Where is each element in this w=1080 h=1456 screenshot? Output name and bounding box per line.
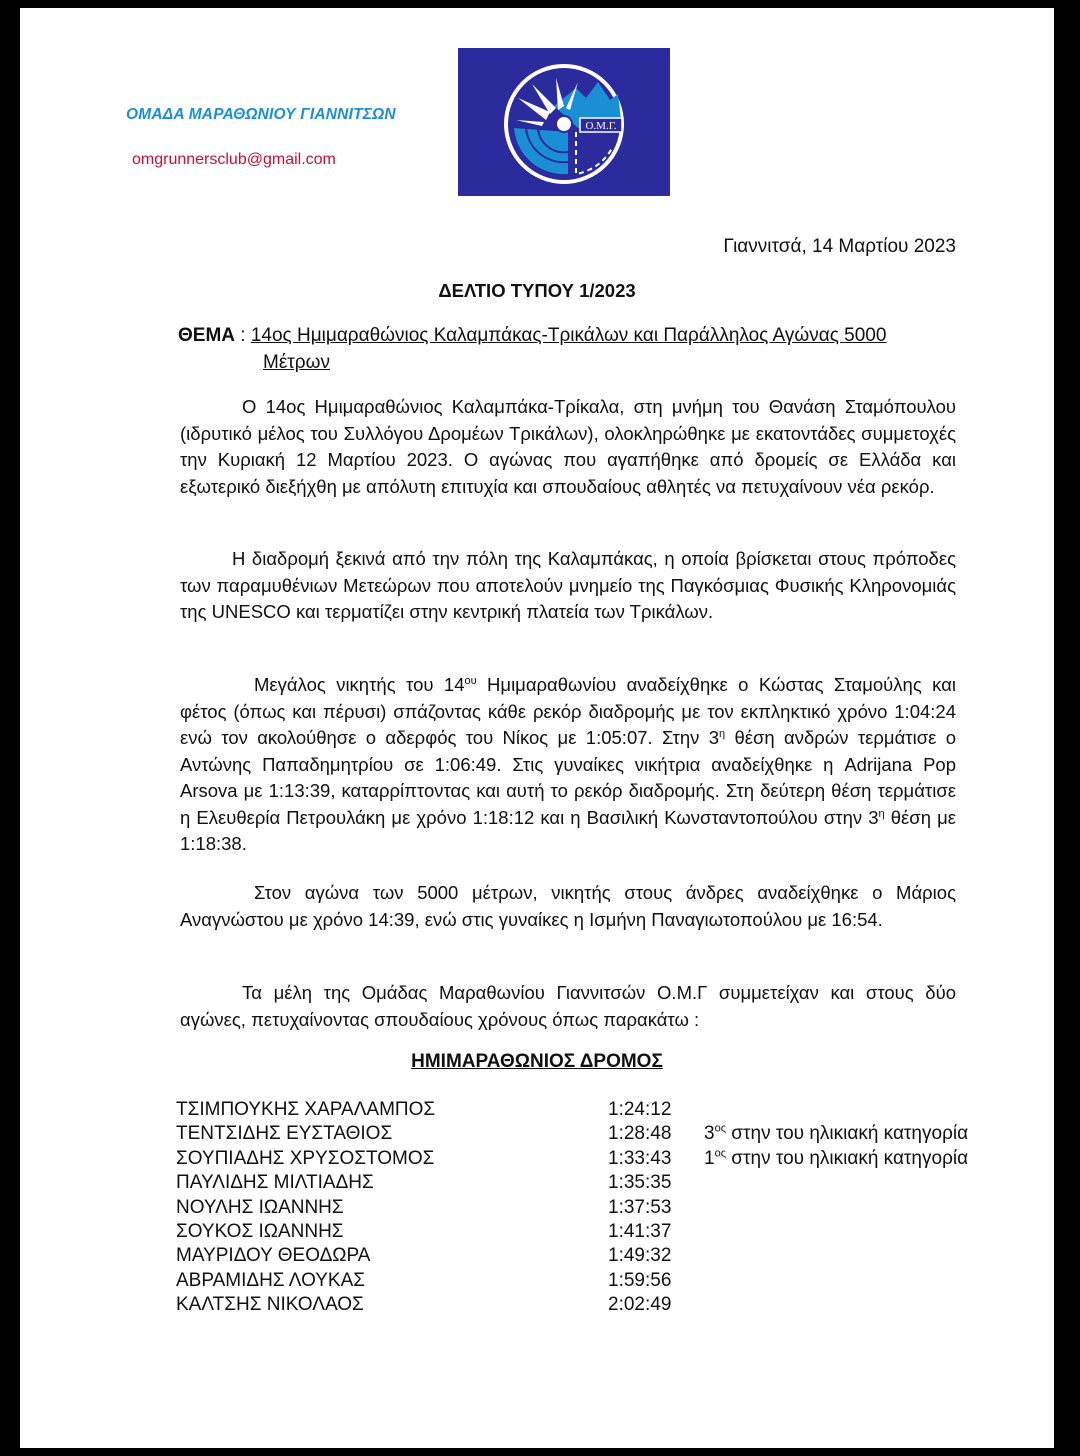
result-row [176,1122,1036,1146]
press-release-title: ΔΕΛΤΙΟ ΤΥΠΟΥ 1/2023 [438,280,636,301]
result-row [176,1293,1036,1317]
paragraph-intro: Ο 14ος Ημιμαραθώνιος Καλαμπάκα-Τρίκαλα, στη μνήμη του Θανάση Σταμόπουλου (ιδρυτικό μέλος του Συλλόγου Δρομέων Τρικάλων), ολοκληρώθηκε με εκατοντάδες συμμετοχές την Κυριακή 12 Μαρτίου 2023. Ο αγώνας που αγαπήθηκε από δρομείς σε Ελλάδα και εξωτερικό διεξήχθη με απόλυτη επιτυχία και σπουδαίους αθλητές να πετυχαίνουν νέα ρεκόρ. [180,396,956,497]
result-row [176,1269,1036,1293]
winners-text-b: Ημιμαραθωνίου αναδείχθηκε ο Κώστας Σταμούλης και φέτος (όπως και πέρυσι) σπάζοντας κάθε ρεκόρ διαδρομής με τον εκπληκτικό χρόνο 1:04:24 ενώ τον ακολούθησε ο αδερφός του Νίκος με 1:05:07. Στην 3 [180,674,956,748]
result-row [176,1171,1036,1195]
runner-time: 1:41:37 [608,1220,672,1242]
winners-text-c: θέση ανδρών τερμάτισε ο Αντώνης Παπαδημητρίου σε 1:06:49. Στις γυναίκες νικήτρια αναδείχθηκε η Adrijana Pop Arsova με 1:13:39, καταρρίπτοντας και αυτή το ρεκόρ διαδρομής. Στη δεύτερη θέση τερμάτισε η Ελευθερία Πετρουλάκη με χρόνο 1:18:12 και η Βασιλική Κωνσταντοπούλου στην 3 [180,727,956,828]
paragraph-members: Τα μέλη της Ομάδας Μαραθωνίου Γιαννιτσών Ο.Μ.Γ συμμετείχαν και στους δύο αγώνες, πετυχαίνοντας σπουδαίους χρόνους όπως παρακάτω : [180,982,956,1030]
runner-name: ΣΟΥΚΟΣ ΙΩΑΝΝΗΣ [176,1220,344,1242]
winners-text-d: θέση με 1:18:38. [180,806,956,854]
runner-time: 1:24:12 [608,1099,672,1120]
result-row [176,1244,1036,1268]
note-text: στην του ηλικιακή κατηγορία [731,1147,969,1169]
winners-sup-1: ου [464,674,477,687]
runner-name: ΜΑΥΡΙΔΟΥ ΘΕΟΔΩΡΑ [176,1245,371,1267]
note-text: στην του ηλικιακή κατηγορία [731,1123,969,1145]
section-title-half-marathon: ΗΜΙΜΑΡΑΘΩΝΙΟΣ ΔΡΟΜΟΣ [411,1051,663,1072]
paragraph-route: Η διαδρομή ξεκινά από την πόλη της Καλαμπάκας, η οποία βρίσκεται στους πρόποδες των παραμυθένιων Μετεώρων που αποτελούν μνημείο της Παγκόσμιας Φυσικής Κληρονομιάς της UNESCO και τερματίζει στην κεντρική πλατεία των Τρικάλων. [180,548,956,622]
runner-time: 1:49:32 [608,1245,672,1267]
runner-name: ΤΣΙΜΠΟΥΚΗΣ ΧΑΡΑΛΑΜΠΟΣ [176,1099,436,1120]
result-row [176,1098,1036,1122]
organization-email: omgrunnersclub@gmail.com [132,151,336,168]
result-row [176,1147,1036,1171]
document-date: Γιαννιτσά, 14 Μαρτίου 2023 [723,236,956,257]
runner-time: 1:33:43 [608,1147,672,1169]
runner-name: ΣΟΥΠΙΑΔΗΣ ΧΡΥΣΟΣΤΟΜΟΣ [176,1147,435,1169]
paragraph-5000m: Στον αγώνα των 5000 μέτρων, νικητής στους άνδρες αναδείχθηκε ο Μάριος Αναγνώστου με χρόνο 14:39, ενώ στις γυναίκες η Ισμήνη Παναγιωτοπούλου με 16:54. [180,882,956,930]
runner-note [704,1147,968,1171]
runner-name: ΠΑΥΛΙΔΗΣ ΜΙΛΤΙΑΔΗΣ [176,1172,374,1194]
winners-text-a: Μεγάλος νικητής του 14 [254,674,465,695]
runner-time: 1:37:53 [608,1196,672,1218]
subject-line-1: 14ος Ημιμαραθώνιος Καλαμπάκας-Τρικάλων και Παράλληλος Αγώνας 5000 [250,325,887,346]
note-place: 3 [704,1123,715,1145]
runner-note [704,1122,968,1146]
runner-name: ΤΕΝΤΣΙΔΗΣ ΕΥΣΤΑΘΙΟΣ [176,1123,393,1145]
winners-sup-2: η [719,727,726,740]
note-place-suffix: ος [714,1123,726,1136]
result-row [176,1220,1036,1244]
runner-time: 1:59:56 [608,1269,672,1291]
note-place-suffix: ος [714,1147,726,1160]
subject-label: ΘΕΜΑ [178,325,235,346]
club-logo [458,48,670,196]
subject-line-2: Μέτρων [263,352,330,373]
note-place: 1 [704,1147,715,1169]
runner-time: 2:02:49 [608,1294,672,1316]
result-row [176,1196,1036,1220]
organization-name: ΟΜΑΔΑ ΜΑΡΑΘΩΝΙΟΥ ΓΙΑΝΝΙΤΣΩΝ [126,106,396,123]
runner-name: ΚΑΛΤΣΗΣ ΝΙΚΟΛΑΟΣ [176,1294,364,1316]
paragraph-winners [180,672,956,858]
subject-block [178,322,968,376]
runner-time: 1:28:48 [608,1123,672,1145]
winners-sup-3: η [878,807,885,820]
runner-time: 1:35:35 [608,1172,672,1194]
runner-name: ΝΟΥΛΗΣ ΙΩΑΝΝΗΣ [176,1196,344,1218]
document-page [20,8,1054,1448]
results-list [176,1098,1036,1318]
logo-text: Ο.Μ.Γ. [585,120,617,132]
subject-separator: : [235,325,251,346]
runner-name: ΑΒΡΑΜΙΔΗΣ ΛΟΥΚΑΣ [176,1269,365,1291]
